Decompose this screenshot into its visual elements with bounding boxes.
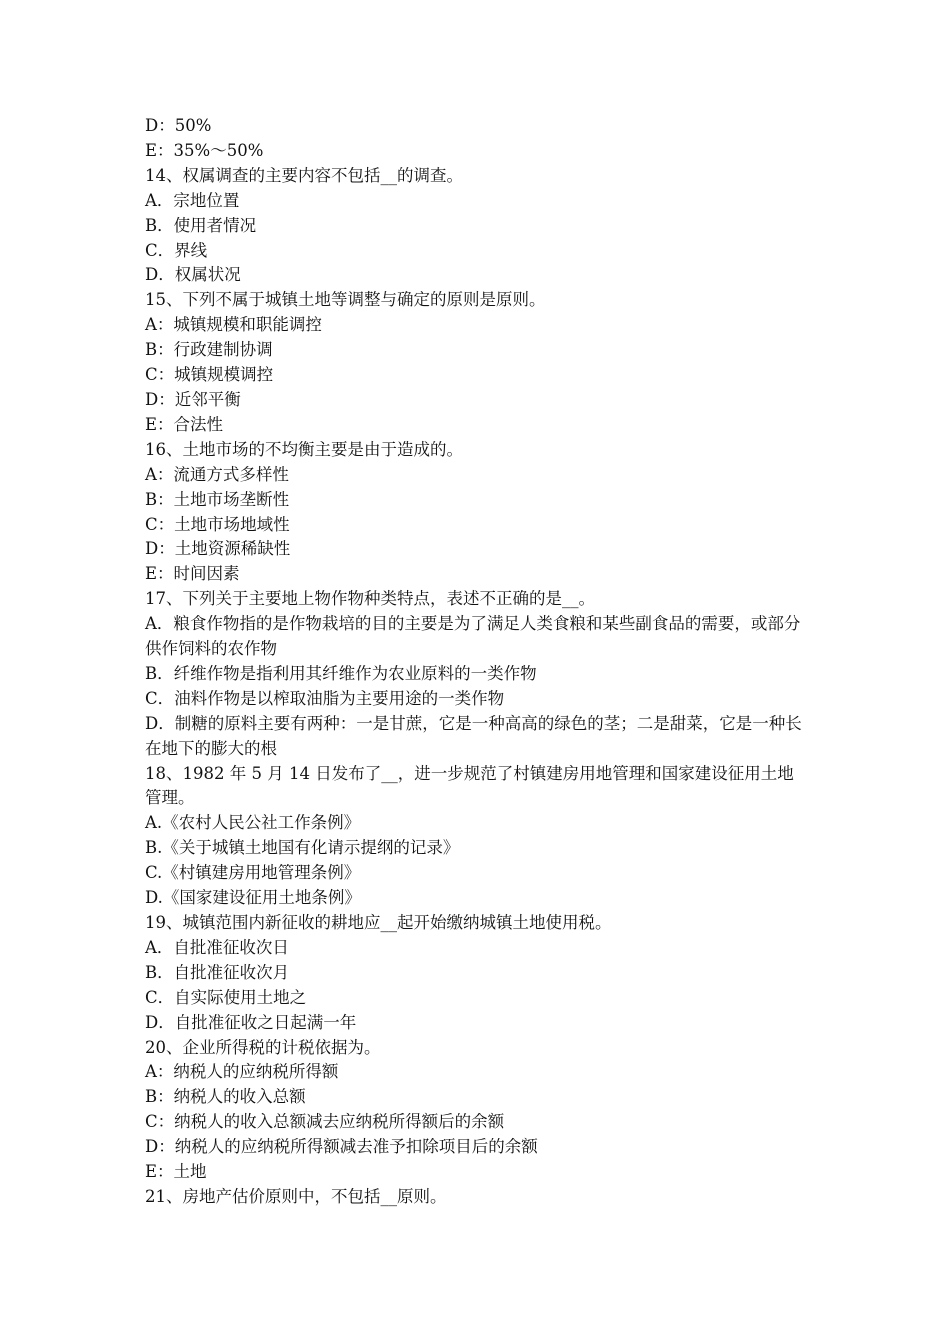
option-line: C：土地市场地域性: [145, 514, 290, 534]
question-17: 17、下列关于主要地上物作物种类特点，表述不正确的是__。: [145, 589, 595, 609]
question-21: 21、房地产估价原则中，不包括__原则。: [145, 1186, 447, 1206]
option-line: E：合法性: [145, 414, 224, 434]
question-19: 19、城镇范围内新征收的耕地应__起开始缴纳城镇土地使用税。: [145, 913, 612, 932]
question-16: 16、土地市场的不均衡主要是由于造成的。: [145, 439, 463, 459]
question-15: 15、下列不属于城镇土地等调整与确定的原则是原则。: [145, 290, 546, 310]
option-line: C．自实际使用土地之: [145, 987, 307, 1007]
option-line: C：纳税人的收入总额减去应纳税所得额后的余额: [145, 1112, 505, 1132]
option-line: B：土地市场垄断性: [145, 489, 290, 509]
option-line: A.《农村人民公社工作条例》: [145, 813, 361, 833]
question-20: 20、企业所得税的计税依据为。: [145, 1037, 381, 1057]
option-line: E：土地: [145, 1162, 207, 1182]
option-line: C.《村镇建房用地管理条例》: [145, 863, 361, 883]
option-line: A．宗地位置: [145, 190, 240, 210]
option-line: B．纤维作物是指利用其纤维作为农业原料的一类作物: [145, 663, 537, 683]
option-line: E：时间因素: [145, 564, 240, 584]
option-line: D.《国家建设征用土地条例》: [145, 888, 361, 908]
text-line: E：35%～50%: [145, 140, 264, 160]
option-line: A：城镇规模和职能调控: [145, 315, 322, 335]
question-18: 18、1982 年 5 月 14 日发布了__，进一步规范了村镇建房用地管理和国家建设征用土地管理。: [145, 763, 794, 808]
option-line: A：流通方式多样性: [145, 464, 289, 484]
option-line: D：土地资源稀缺性: [145, 539, 291, 559]
option-line: D．权属状况: [145, 265, 241, 285]
option-line: D：纳税人的应纳税所得额减去准予扣除项目后的余额: [145, 1137, 538, 1157]
document-body: [145, 114, 810, 1210]
option-line: A．粮食作物指的是作物栽培的目的主要是为了满足人类食粮和某些副食品的需要，或部分供作饲料的农作物: [145, 614, 801, 659]
option-line: B．自批准征收次月: [145, 962, 290, 982]
option-line: A．自批准征收次日: [145, 937, 289, 957]
option-line: C：城镇规模调控: [145, 365, 274, 385]
option-line: D．自批准征收之日起满一年: [145, 1012, 357, 1032]
option-line: B：行政建制协调: [145, 340, 273, 360]
question-14: 14、权属调查的主要内容不包括__的调查。: [145, 165, 463, 185]
option-line: A：纳税人的应纳税所得额: [145, 1062, 339, 1082]
option-line: D：近邻平衡: [145, 389, 241, 409]
option-line: C．界线: [145, 240, 208, 260]
option-line: D．制糖的原料主要有两种：一是甘蔗，它是一种高高的绿色的茎；二是甜菜，它是一种长在地下的膨大的根: [145, 713, 802, 758]
option-line: B．使用者情况: [145, 215, 257, 235]
option-line: B：纳税人的收入总额: [145, 1087, 306, 1107]
option-line: B.《关于城镇土地国有化请示提纲的记录》: [145, 838, 460, 858]
text-line: D：50%: [145, 116, 212, 135]
option-line: C．油料作物是以榨取油脂为主要用途的一类作物: [145, 688, 505, 708]
